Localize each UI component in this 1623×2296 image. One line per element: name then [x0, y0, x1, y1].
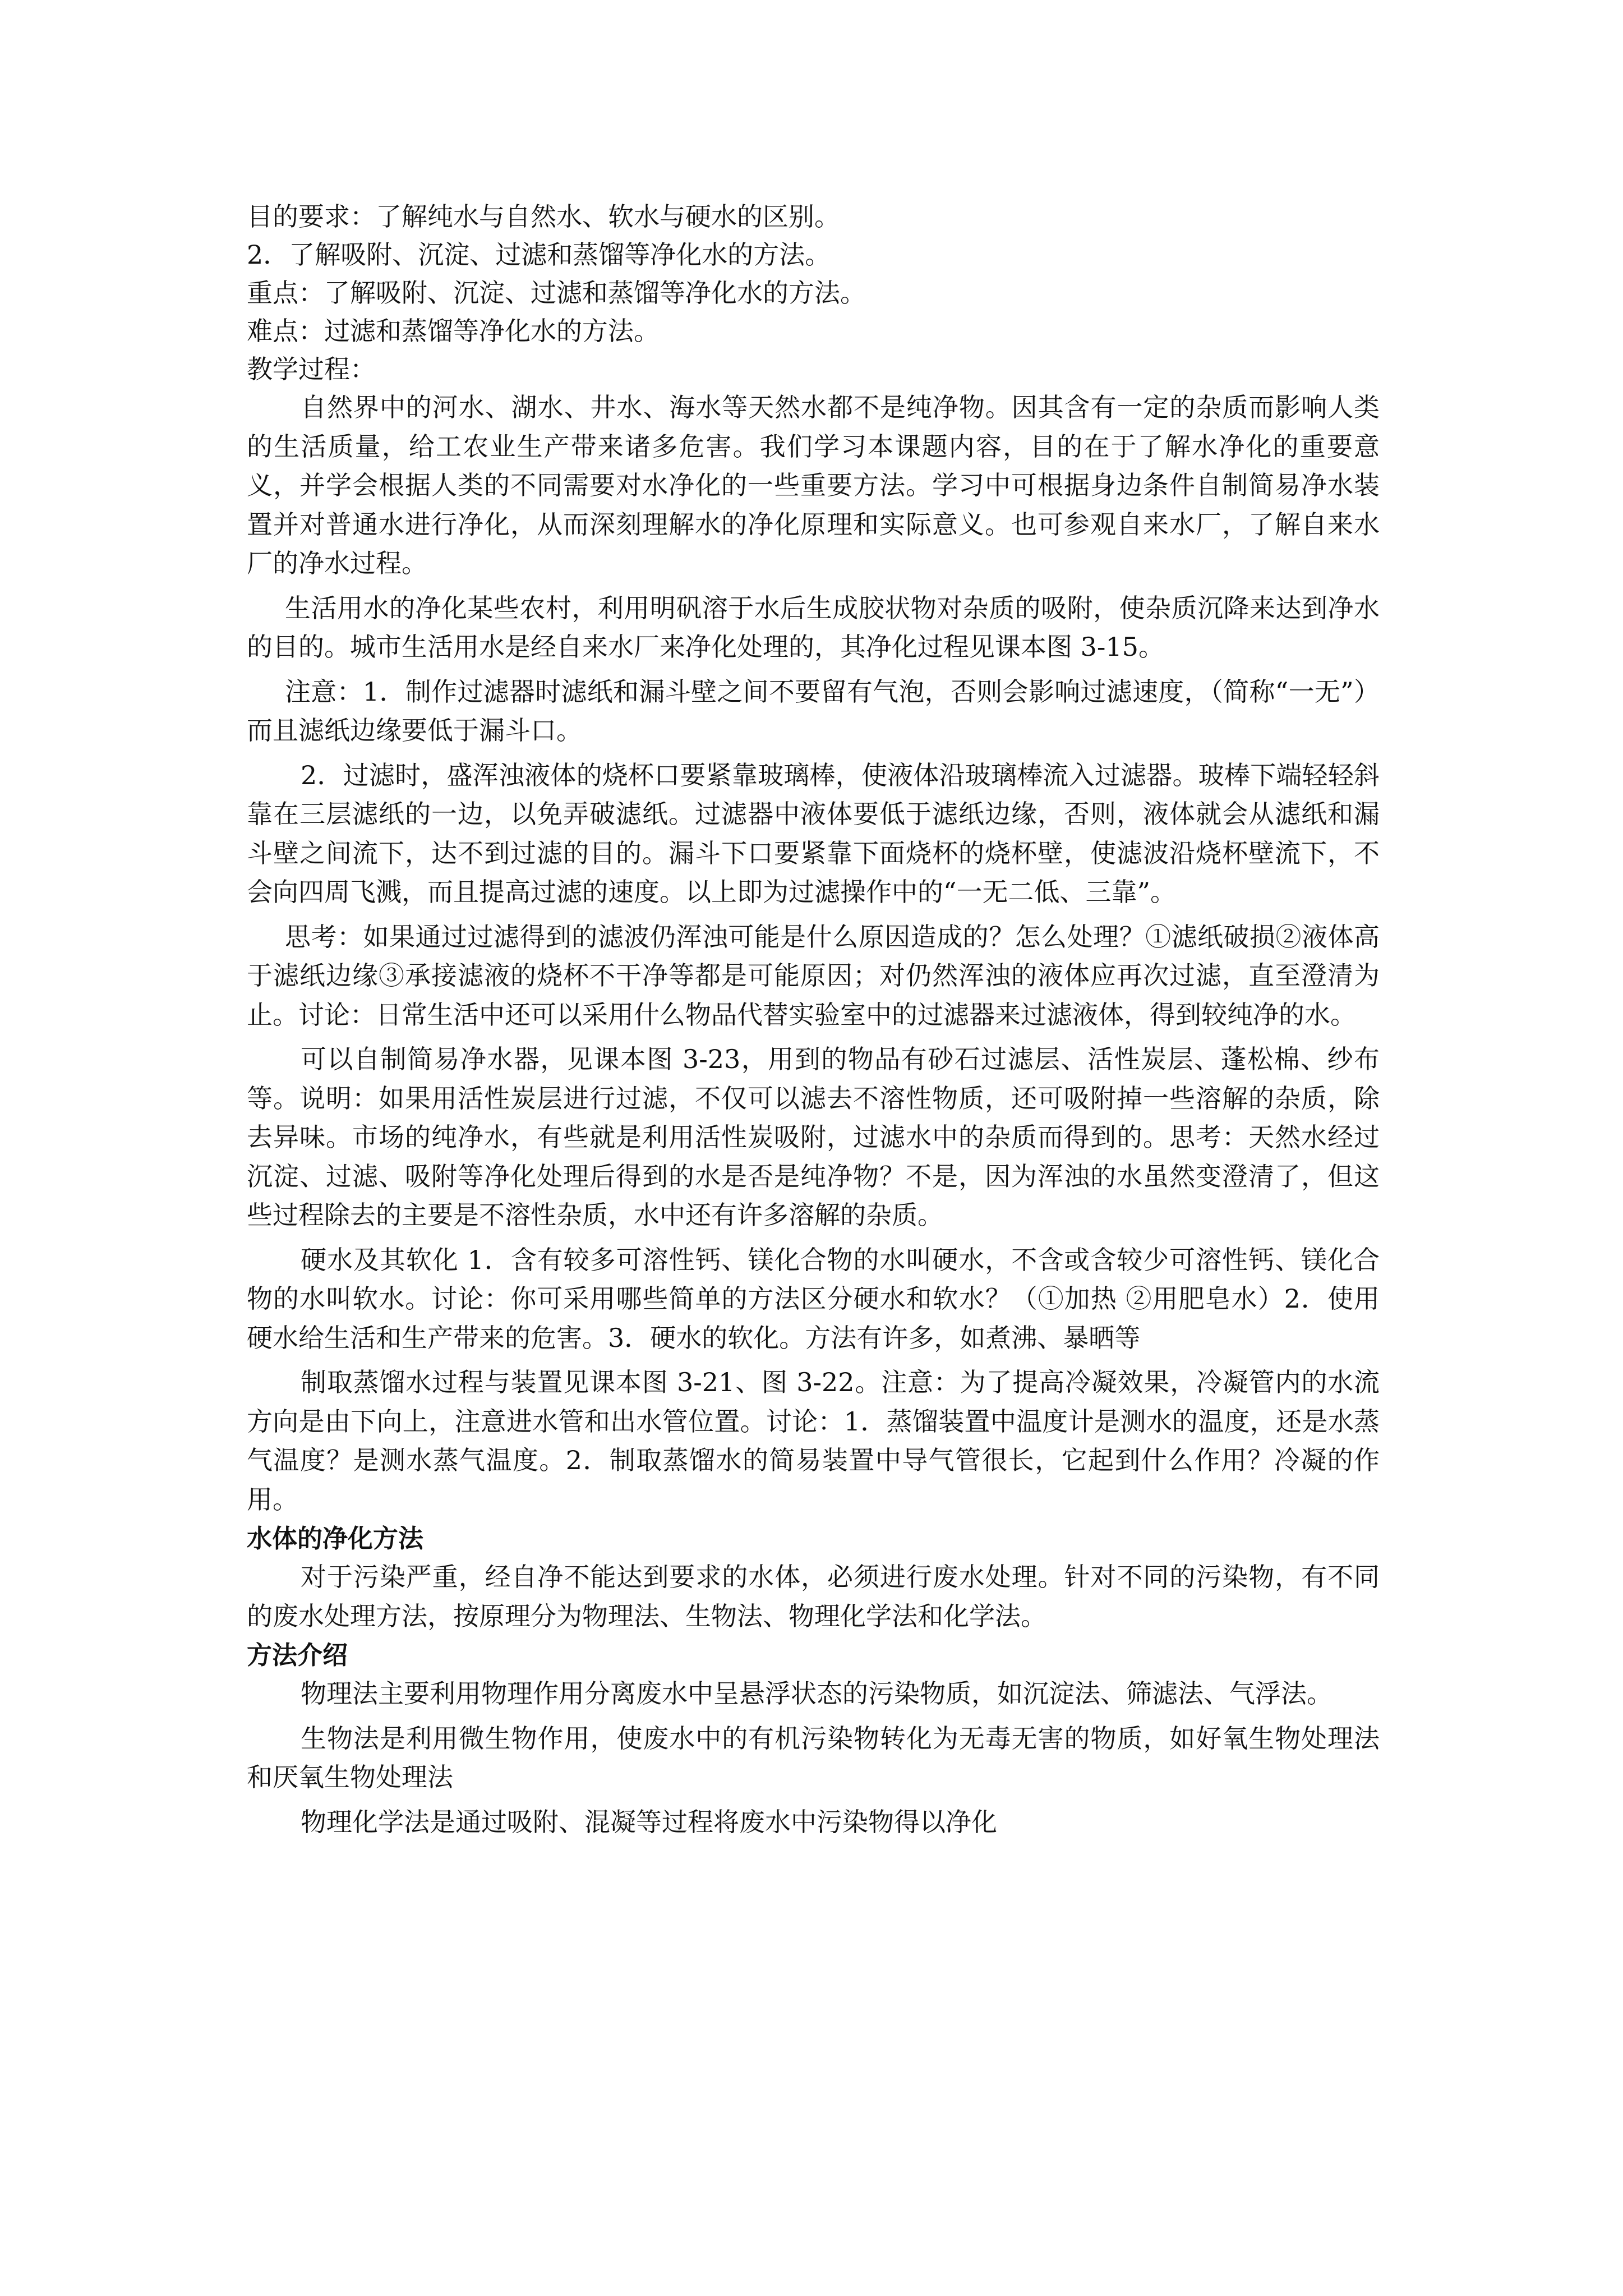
objective-line-2: 2．了解吸附、沉淀、过滤和蒸馏等净化水的方法。 [247, 240, 831, 270]
distillation-paragraph: 制取蒸馏水过程与装置见课本图 3-21、图 3-22。注意：为了提高冷凝效果，冷凝管内的水流方向是由下向上，注意进水管和出水管位置。讨论：1．蒸馏装置中温度计是测水的温度，还是水蒸气温度？是测水蒸气温度。2．制取蒸馏水的简易装置中导气管很长，它起到什么作用？冷凝的作用。 [247, 1367, 1380, 1515]
section-heading-purification: 水体的净化方法 [247, 1524, 424, 1553]
physical-method-paragraph: 物理法主要利用物理作用分离废水中呈悬浮状态的污染物质，如沉淀法、筛滤法、气浮法。 [301, 1678, 1332, 1709]
process-label: 教学过程： [247, 354, 376, 384]
key-point-line: 重点：了解吸附、沉淀、过滤和蒸馏等净化水的方法。 [247, 278, 866, 308]
filter-note-paragraph: 注意：1．制作过滤器时滤纸和漏斗壁之间不要留有气泡，否则会影响过滤速度，（简称“一无”）而且滤纸边缘要低于漏斗口。 [247, 676, 1380, 746]
hard-water-paragraph: 硬水及其软化 1．含有较多可溶性钙、镁化合物的水叫硬水，不含或含较少可溶性钙、镁化合物的水叫软水。讨论：你可采用哪些简单的方法区分硬水和软水？（①加热 ②用肥皂水）2．使用硬水给生活和生产带来的危害。3．硬水的软化。方法有许多，如煮沸、暴晒等 [247, 1244, 1380, 1353]
purification-paragraph: 对于污染严重，经自净不能达到要求的水体，必须进行废水处理。针对不同的污染物，有不同的废水处理方法，按原理分为物理法、生物法、物理化学法和化学法。 [247, 1562, 1380, 1631]
objective-line: 目的要求：了解纯水与自然水、软水与硬水的区别。 [247, 201, 840, 232]
think-paragraph: 思考：如果通过过滤得到的滤波仍浑浊可能是什么原因造成的？怎么处理？①滤纸破损②液体高于滤纸边缘③承接滤液的烧杯不干净等都是可能原因；对仍然浑浊的液体应再次过滤，直至澄清为止。讨论：日常生活中还可以采用什么物品代替实验室中的过滤器来过滤液体，得到较纯净的水。 [247, 921, 1380, 1030]
water-purifier-paragraph: 可以自制简易净水器，见课本图 3-23，用到的物品有砂石过滤层、活性炭层、蓬松棉、纱布等。说明：如果用活性炭层进行过滤，不仅可以滤去不溶性物质，还可吸附掉一些溶解的杂质，除去异味。市场的纯净水，有些就是利用活性炭吸附，过滤水中的杂质而得到的。思考：天然水经过沉淀、过滤、吸附等净化处理后得到的水是否是纯净物？不是，因为浑浊的水虽然变澄清了，但这些过程除去的主要是不溶性杂质，水中还有许多溶解的杂质。 [247, 1044, 1380, 1230]
document-page [247, 197, 1380, 1842]
physicochemical-method-paragraph: 物理化学法是通过吸附、混凝等过程将废水中污染物得以净化 [301, 1806, 997, 1837]
intro-paragraph: 自然界中的河水、湖水、井水、海水等天然水都不是纯净物。因其含有一定的杂质而影响人类的生活质量，给工农业生产带来诸多危害。我们学习本课题内容，目的在于了解水净化的重要意义，并学会根据人类的不同需要对水净化的一些重要方法。学习中可根据身边条件自制简易净水装置并对普通水进行净化，从而深刻理解水的净化原理和实际意义。也可参观自来水厂，了解自来水厂的净水过程。 [247, 392, 1380, 578]
section-heading-methods: 方法介绍 [247, 1640, 348, 1670]
difficulty-line: 难点：过滤和蒸馏等净化水的方法。 [247, 316, 660, 346]
filter-steps-paragraph: 2．过滤时，盛浑浊液体的烧杯口要紧靠玻璃棒，使液体沿玻璃棒流入过滤器。玻棒下端轻轻斜靠在三层滤纸的一边，以免弄破滤纸。过滤器中液体要低于滤纸边缘，否则，液体就会从滤纸和漏斗壁之间流下，达不到过滤的目的。漏斗下口要紧靠下面烧杯的烧杯壁，使滤波沿烧杯壁流下，不会向四周飞溅，而且提高过滤的速度。以上即为过滤操作中的“一无二低、三靠”。 [247, 760, 1380, 907]
domestic-water-paragraph: 生活用水的净化某些农村，利用明矾溶于水后生成胶状物对杂质的吸附，使杂质沉降来达到净水的目的。城市生活用水是经自来水厂来净化处理的，其净化过程见课本图 3-15。 [247, 592, 1380, 662]
biological-method-paragraph: 生物法是利用微生物作用，使废水中的有机污染物转化为无毒无害的物质，如好氧生物处理法和厌氧生物处理法 [247, 1723, 1380, 1792]
